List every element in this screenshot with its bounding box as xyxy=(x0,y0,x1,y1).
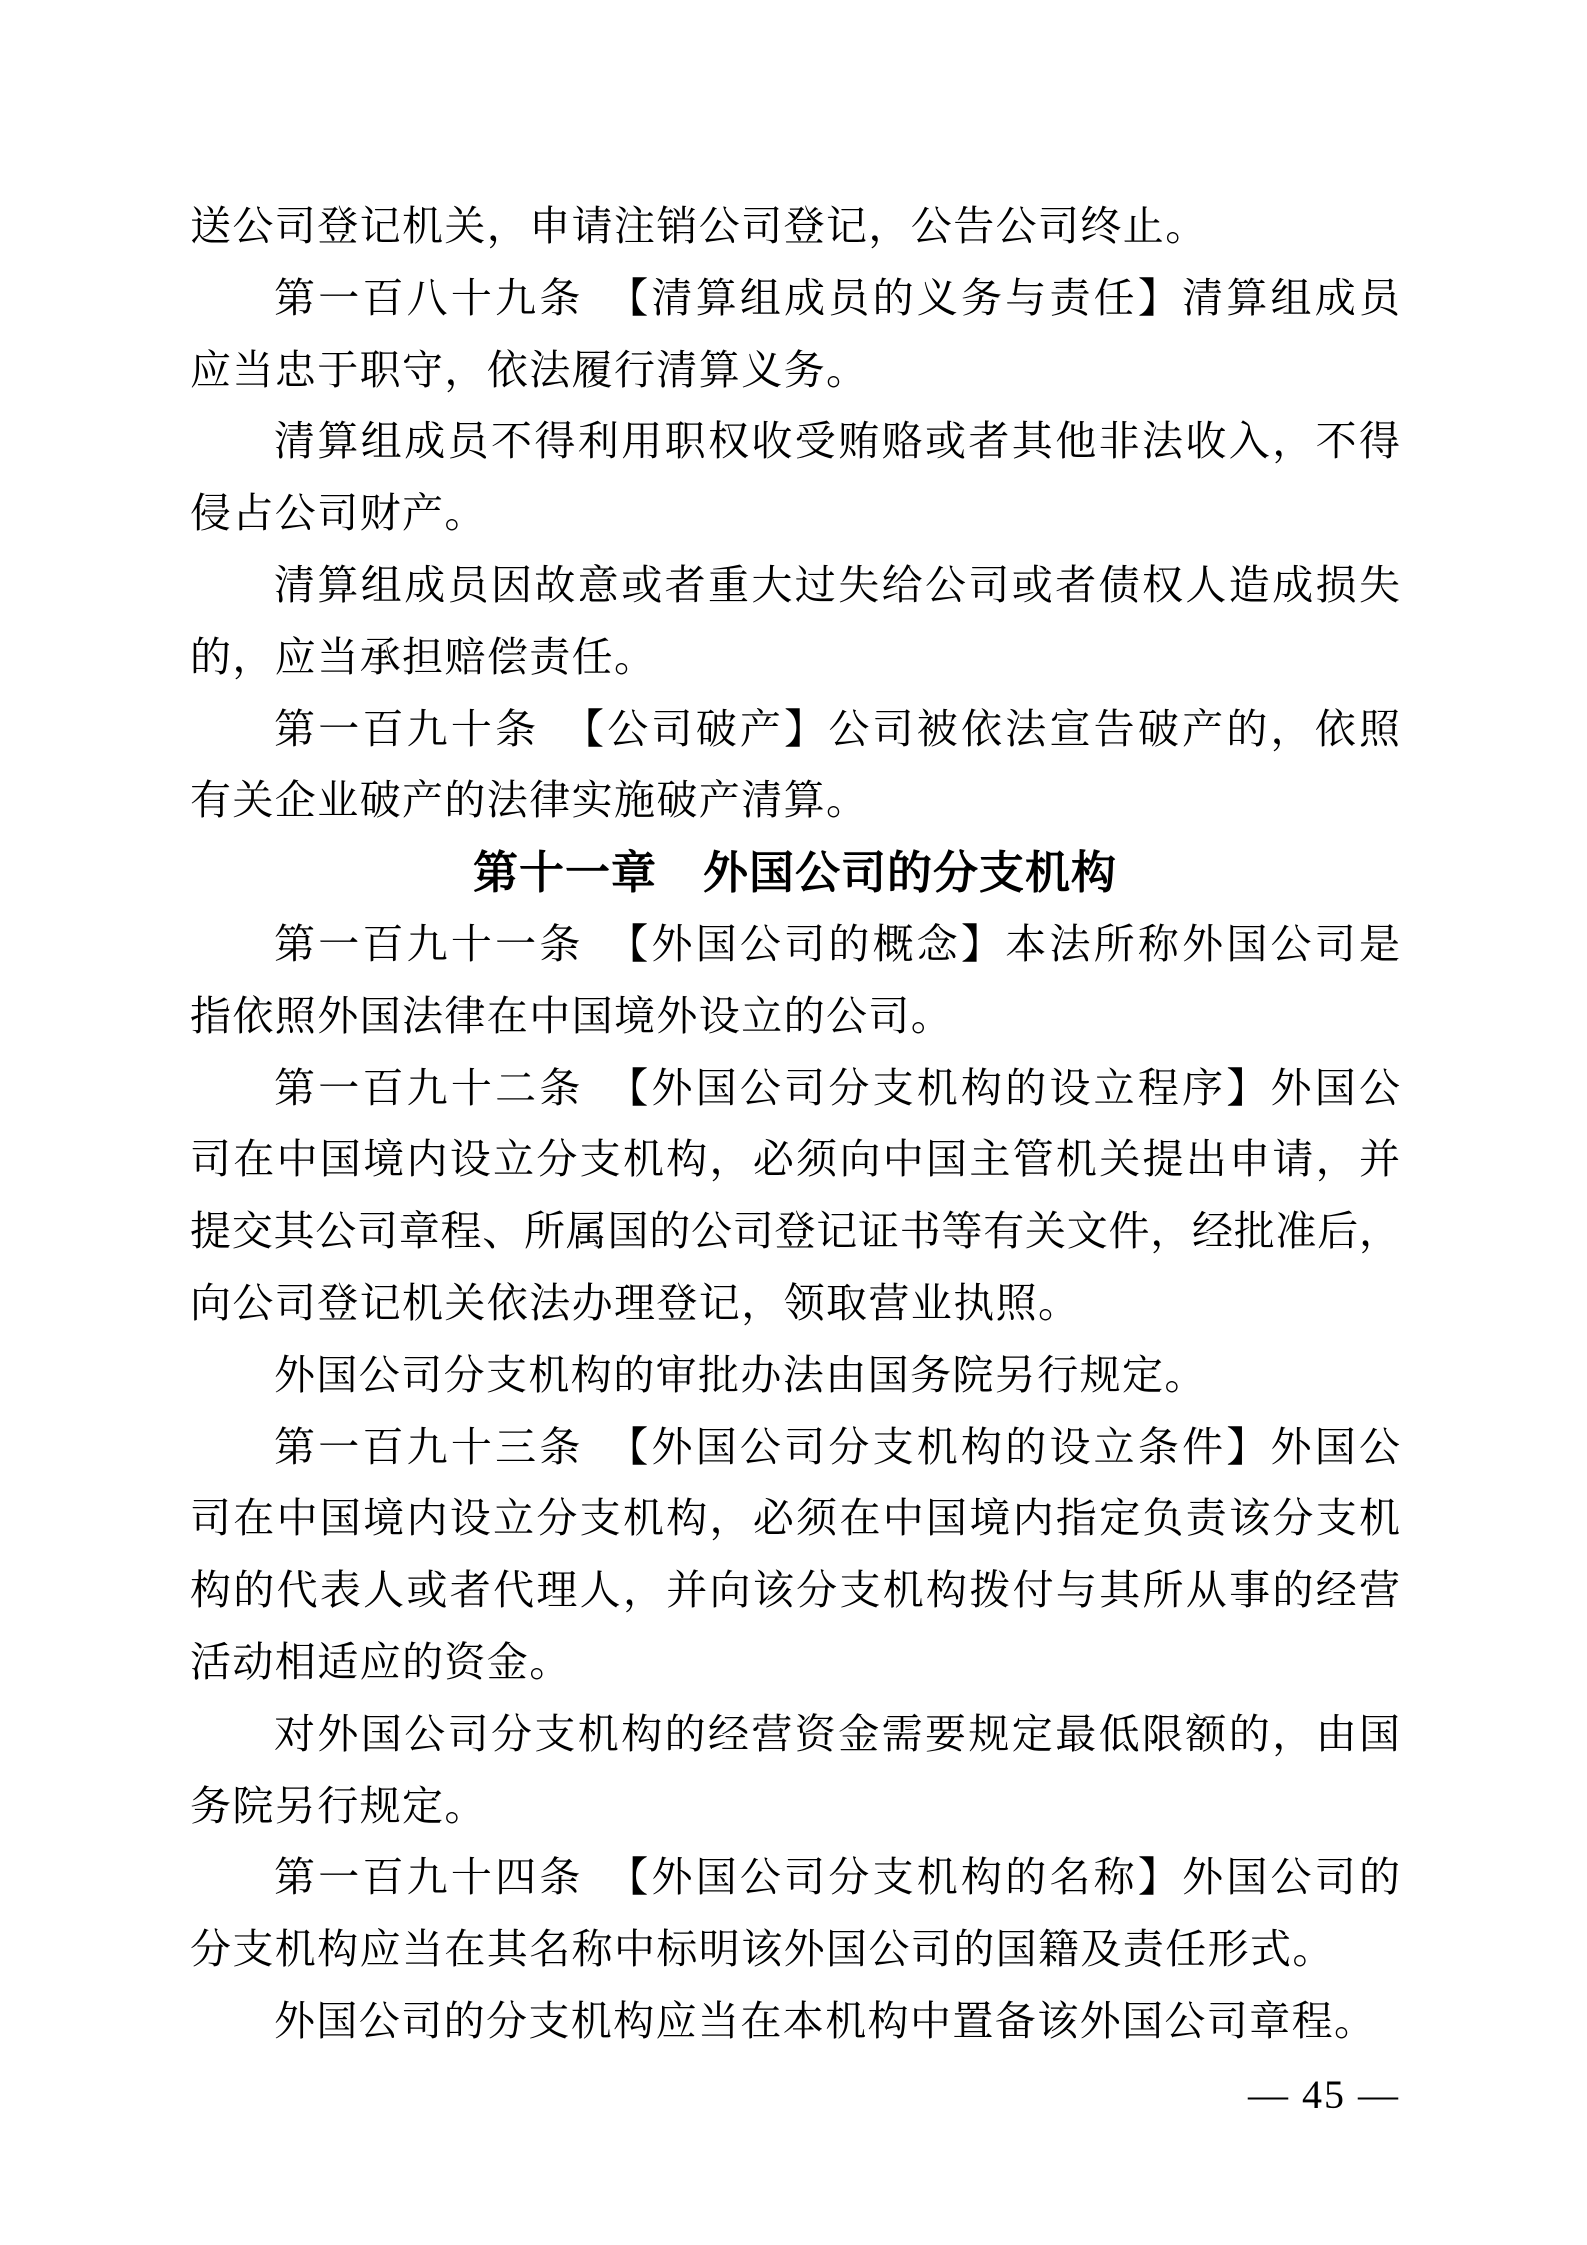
text-line: 务院另行规定。 xyxy=(190,1782,487,1829)
text-line: 提交其公司章程、所属国的公司登记证书等有关文件，经批准后， xyxy=(190,1208,1400,1255)
text-line: 的，应当承担赔偿责任。 xyxy=(190,633,657,680)
text-line: 构的代表人或者代理人，并向该分支机构拨付与其所从事的经营 xyxy=(190,1567,1400,1614)
text-line: 第一百九十条 【公司破产】公司被依法宣告破产的，依照 xyxy=(274,705,1400,752)
text-line: 侵占公司财产。 xyxy=(190,490,487,537)
text-line: 外国公司的分支机构应当在本机构中置备该外国公司章程。 xyxy=(274,1997,1377,2044)
text-line: 指依照外国法律在中国境外设立的公司。 xyxy=(190,992,954,1039)
text-line: 司在中国境内设立分支机构，必须向中国主管机关提出申请，并 xyxy=(190,1136,1400,1183)
text-line: 第一百八十九条 【清算组成员的义务与责任】清算组成员 xyxy=(274,274,1400,321)
text-line: 向公司登记机关依法办理登记，领取营业执照。 xyxy=(190,1279,1081,1326)
text-line: 分支机构应当在其名称中标明该外国公司的国籍及责任形式。 xyxy=(190,1926,1335,1973)
text-line: 应当忠于职守，依法履行清算义务。 xyxy=(190,346,869,393)
text-line: 送公司登记机关，申请注销公司登记，公告公司终止。 xyxy=(190,203,1208,249)
text-line: 外国公司分支机构的审批办法由国务院另行规定。 xyxy=(274,1351,1207,1398)
text-line: 第一百九十二条 【外国公司分支机构的设立程序】外国公 xyxy=(274,1064,1400,1111)
text-line: 第一百九十四条 【外国公司分支机构的名称】外国公司的 xyxy=(274,1854,1400,1901)
text-line: 活动相适应的资金。 xyxy=(190,1638,572,1685)
chapter-heading: 第十一章 外国公司的分支机构 xyxy=(472,847,1117,899)
text-line: 有关企业破产的法律实施破产清算。 xyxy=(190,777,869,824)
text-line: 第一百九十一条 【外国公司的概念】本法所称外国公司是 xyxy=(274,920,1400,967)
text-line: 清算组成员不得利用职权收受贿赂或者其他非法收入，不得 xyxy=(274,418,1400,465)
text-line: 对外国公司分支机构的经营资金需要规定最低限额的，由国 xyxy=(274,1710,1400,1757)
text-line: 司在中国境内设立分支机构，必须在中国境内指定负责该分支机 xyxy=(190,1495,1400,1542)
text-column xyxy=(190,191,1400,2126)
page-number: — 45 — xyxy=(1248,2071,1400,2117)
text-line: 清算组成员因故意或者重大过失给公司或者债权人造成损失 xyxy=(274,561,1400,608)
text-line: 第一百九十三条 【外国公司分支机构的设立条件】外国公 xyxy=(274,1423,1400,1470)
